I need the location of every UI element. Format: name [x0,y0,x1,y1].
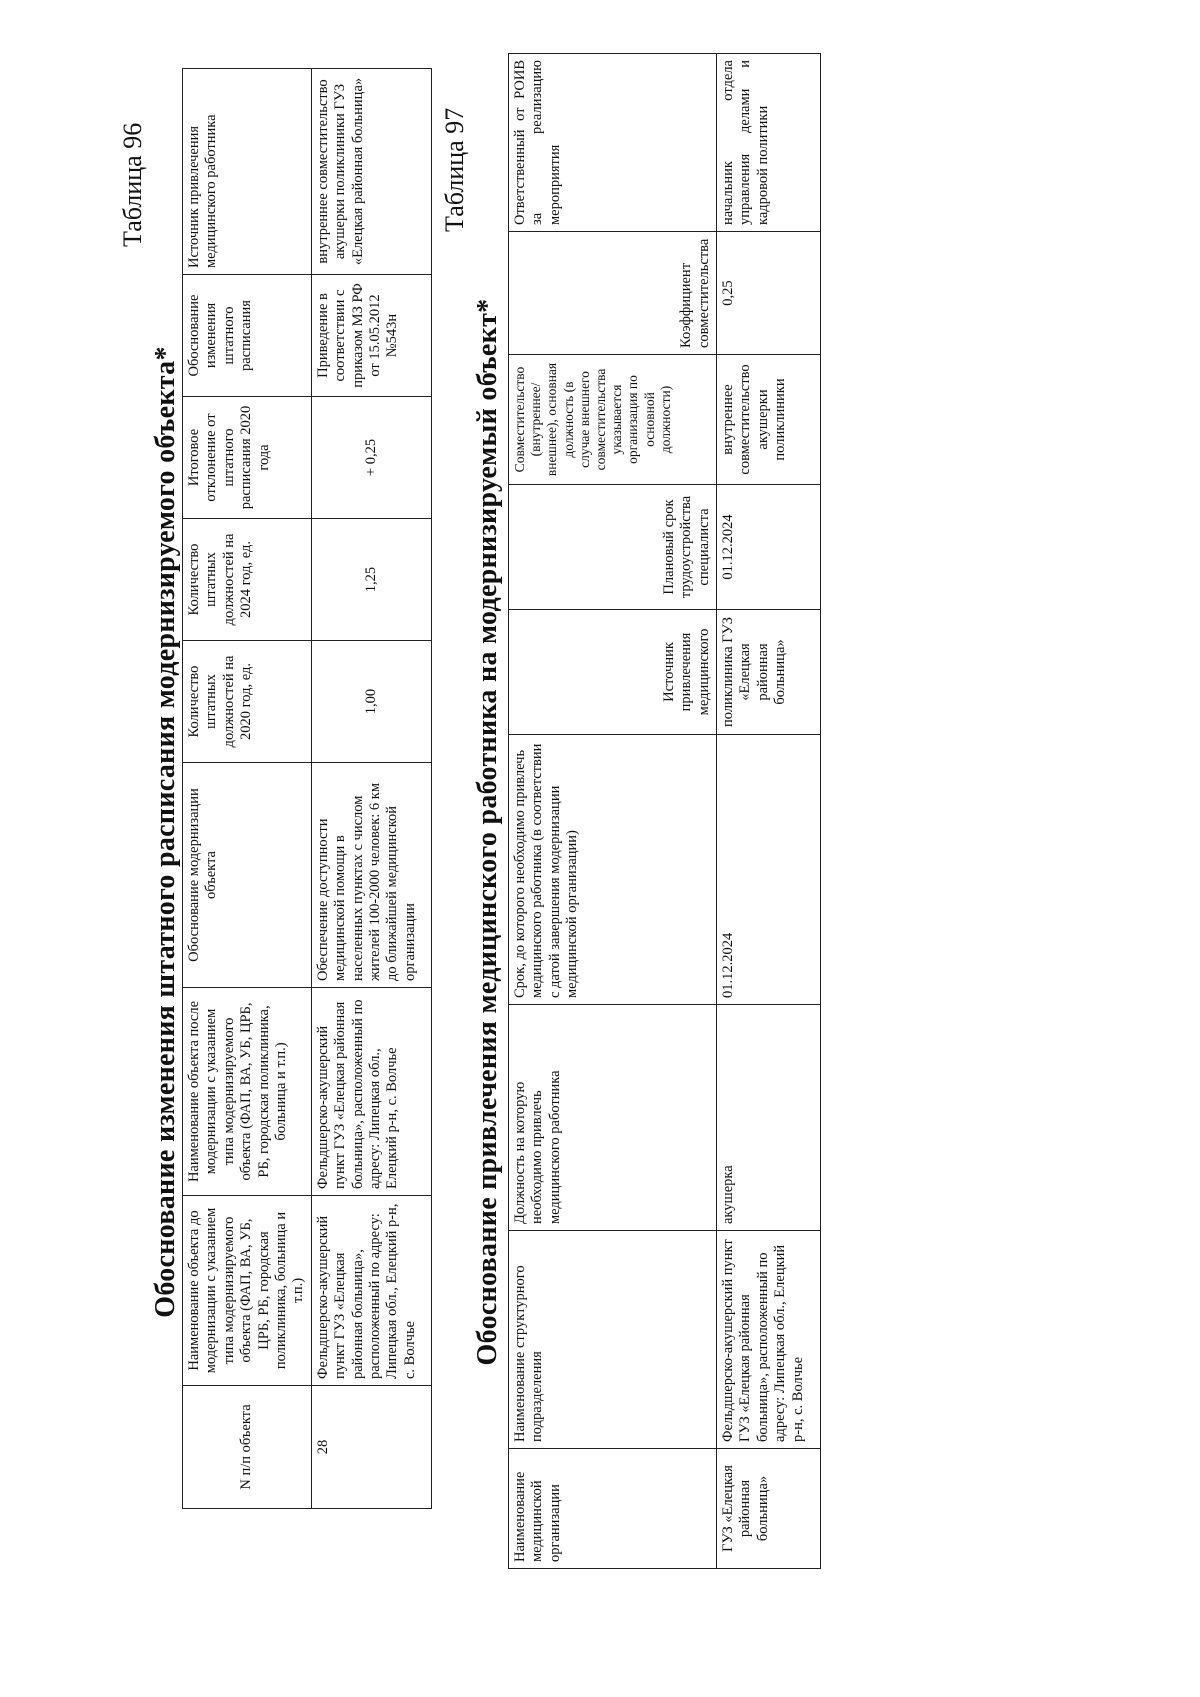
table-97-heading: Обоснование привлечения медицинского работника на модернизируемый объект* [472,298,503,1366]
header-count-2020: Количество штатных должностей на 2020 год, ед. [183,641,312,763]
header-deviation: Итоговое отклонение от штатного расписания 2020 года [183,397,312,519]
cell-count-2020: 1,00 [311,641,431,763]
cell-unit: Фельдшерско-акушерский пункт ГУЗ «Елецкая районная больница», расположенный по адресу: Липецкая обл., Елецкий р-н, с. Волчье [717,1231,821,1449]
table-96-header-row [183,69,312,1509]
header-n: N п/п объекта [183,1386,312,1509]
cell-coef: 0,25 [717,232,821,355]
cell-source: внутреннее совместительство акушерки поликлиники ГУЗ «Елецкая районная больница» [311,69,431,275]
table-96 [182,68,432,1509]
table-97-header-row [509,54,717,1569]
header-coef: Коэффициент совместительства [509,232,717,355]
table-row [311,69,431,1509]
header-deadline: Срок, до которого необходимо привлечь медицинского работника (в соответствии с датой завершения модернизации медицинской организации) [509,735,717,1005]
header-position: Должность на которую необходимо привлечь медицинского работника [509,1005,717,1231]
cell-n: 28 [311,1386,431,1509]
cell-org: ГУЗ «Елецкая районная больница» [717,1449,821,1569]
cell-responsible: начальник отдела управления делами и кадровой политики [717,54,821,232]
cell-after: Фельдшерско-акушерский пункт ГУЗ «Елецкая районная больница», расположенный по адресу: Липецкая обл., Елецкий р-н, с. Волчье [311,988,431,1196]
header-count-2024: Количество штатных должностей на 2024 год, ед. [183,519,312,641]
cell-source: поликлиника ГУЗ «Елецкая районная больница» [717,610,821,735]
header-change-basis: Обоснование изменения штатного расписания [183,275,312,397]
cell-deviation: + 0,25 [311,397,431,519]
header-org: Наименование медицинской организации [509,1449,717,1569]
cell-count-2024: 1,25 [311,519,431,641]
cell-before: Фельдшерско-акушерский пункт ГУЗ «Елецкая районная больница», расположенный по адресу: Липецкая обл., Елецкий р-н, с. Волчье [311,1196,431,1386]
header-before: Наименование объекта до модернизации с указанием типа модернизируемого объекта (ФАП, ВА, УБ, ЦРБ, РБ, городская поликлиника, больница и т.п.) [183,1196,312,1386]
table-97 [508,53,821,1569]
cell-justification: Обеспечение доступности медицинской помощи в населенных пунктах с числом жителей 100-2000 человек: 6 км до ближайшей медицинской организации [311,763,431,988]
header-responsible: Ответственный от РОИВ за реализацию мероприятия [509,54,717,232]
header-planned: Плановый срок трудоустройства специалиста [509,485,717,610]
cell-deadline: 01.12.2024 [717,735,821,1005]
header-after: Наименование объекта после модернизации с указанием типа модернизируемого объекта (ФАП, ВА, УБ, ЦРБ, РБ, городская поликлиника, больница и т.п.) [183,988,312,1196]
cell-combination: внутреннее совместительство акушерки поликлиники [717,355,821,485]
table-96-label: Таблица 96 [118,122,147,247]
cell-planned: 01.12.2024 [717,485,821,610]
header-unit: Наименование структурного подразделения [509,1231,717,1449]
header-combination: Совместительство (внутреннее/внешнее), основная должность (в случае внешнего совместительства указывается организация по основной должности) [509,355,717,485]
table-row [717,54,821,1569]
header-justification: Обоснование модернизации объекта [183,763,312,988]
table-97-label: Таблица 97 [440,107,469,232]
cell-change-basis: Приведение в соответствии с приказом МЗ РФ от 15.05.2012 №543н [311,275,431,397]
header-source: Источник привлечения медицинского [509,610,717,735]
header-source: Источник привлечения медицинского работника [183,69,312,275]
table-96-heading: Обоснование изменения штатного расписания модернизируемого объекта* [150,346,181,1318]
cell-position: акушерка [717,1005,821,1231]
